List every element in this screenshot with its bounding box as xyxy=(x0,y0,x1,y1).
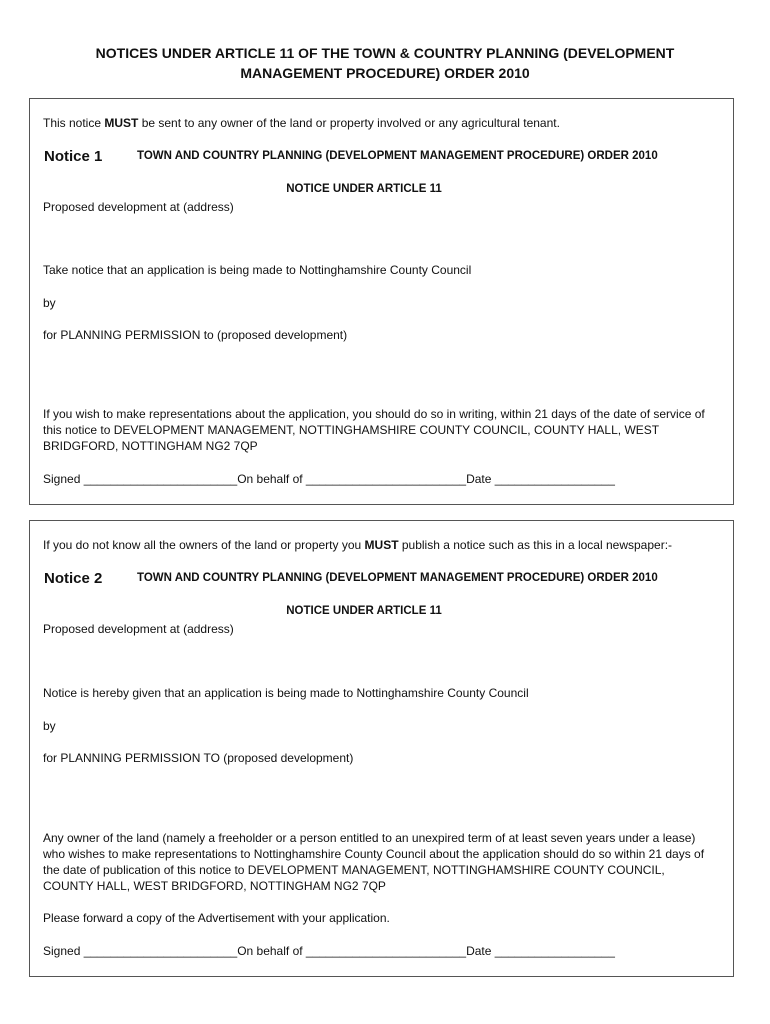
intro-text-end: be sent to any owner of the land or property involved or any agricultural tenant. xyxy=(138,116,560,130)
notice-2-by: by xyxy=(43,719,56,733)
notice-1-representations: If you wish to make representations about the application, you should do so in writing, within 21 days of the date of service of this notice to DEVELOPMENT MANAGEMENT, NOTTINGHAMSHIRE COUNTY COUNCIL, COUNTY HALL, WEST BRIDGFORD, NOTTINGHAM NG2 7QP xyxy=(43,407,705,453)
notice-2-order-title: TOWN AND COUNTRY PLANNING (DEVELOPMENT MANAGEMENT PROCEDURE) ORDER 2010 xyxy=(137,572,658,584)
notice-1-box xyxy=(29,98,734,505)
notice-1-article-heading: NOTICE UNDER ARTICLE 11 xyxy=(286,183,442,195)
notice-1-by: by xyxy=(43,296,56,310)
notice-1-signature-line: Signed _______________________On behalf of ________________________Date __________________ xyxy=(43,472,615,486)
notice-1-order-title: TOWN AND COUNTRY PLANNING (DEVELOPMENT MANAGEMENT PROCEDURE) ORDER 2010 xyxy=(137,150,658,162)
intro-text: This notice xyxy=(43,116,105,130)
notice-1-label: Notice 1 xyxy=(44,148,103,165)
notice-2-proposed-development: Proposed development at (address) xyxy=(43,622,234,636)
notice-2-hereby-given: Notice is hereby given that an application is being made to Nottinghamshire County Council xyxy=(43,686,529,700)
notice-2-owner-representations: Any owner of the land (namely a freeholder or a person entitled to an unexpired term of at least seven years under a lease) who wishes to make representations to Nottinghamshire County Council about the application should do so within 21 days of the date of publication of this notice to DEVELOPMENT MANAGEMENT, NOTTINGHAMSHIRE COUNTY COUNCIL, COUNTY HALL, WEST BRIDGFORD, NOTTINGHAM NG2 7QP xyxy=(43,831,705,893)
intro-text: If you do not know all the owners of the land or property you xyxy=(43,538,365,552)
notice-2-box xyxy=(29,520,734,977)
notice-2-label: Notice 2 xyxy=(44,570,103,587)
notice-2-planning-permission: for PLANNING PERMISSION TO (proposed development) xyxy=(43,751,354,765)
page-title xyxy=(40,43,730,83)
notice-1-intro xyxy=(43,115,560,131)
notice-1-proposed-development: Proposed development at (address) xyxy=(43,200,234,214)
notice-2-article-heading: NOTICE UNDER ARTICLE 11 xyxy=(286,605,442,617)
page-title-line-2: MANAGEMENT PROCEDURE) ORDER 2010 xyxy=(240,65,530,81)
intro-text-end: publish a notice such as this in a local newspaper:- xyxy=(398,538,673,552)
notice-2-signature-line: Signed _______________________On behalf of ________________________Date __________________ xyxy=(43,944,615,958)
must-emphasis: MUST xyxy=(104,116,139,130)
page-title-line-1: NOTICES UNDER ARTICLE 11 OF THE TOWN & COUNTRY PLANNING (DEVELOPMENT xyxy=(95,45,675,61)
must-emphasis: MUST xyxy=(364,538,399,552)
notice-1-take-notice: Take notice that an application is being made to Nottinghamshire County Council xyxy=(43,263,472,277)
notice-2-intro xyxy=(43,537,672,553)
notice-1-planning-permission: for PLANNING PERMISSION to (proposed development) xyxy=(43,328,348,342)
notice-2-forward-copy: Please forward a copy of the Advertisement with your application. xyxy=(43,911,390,925)
